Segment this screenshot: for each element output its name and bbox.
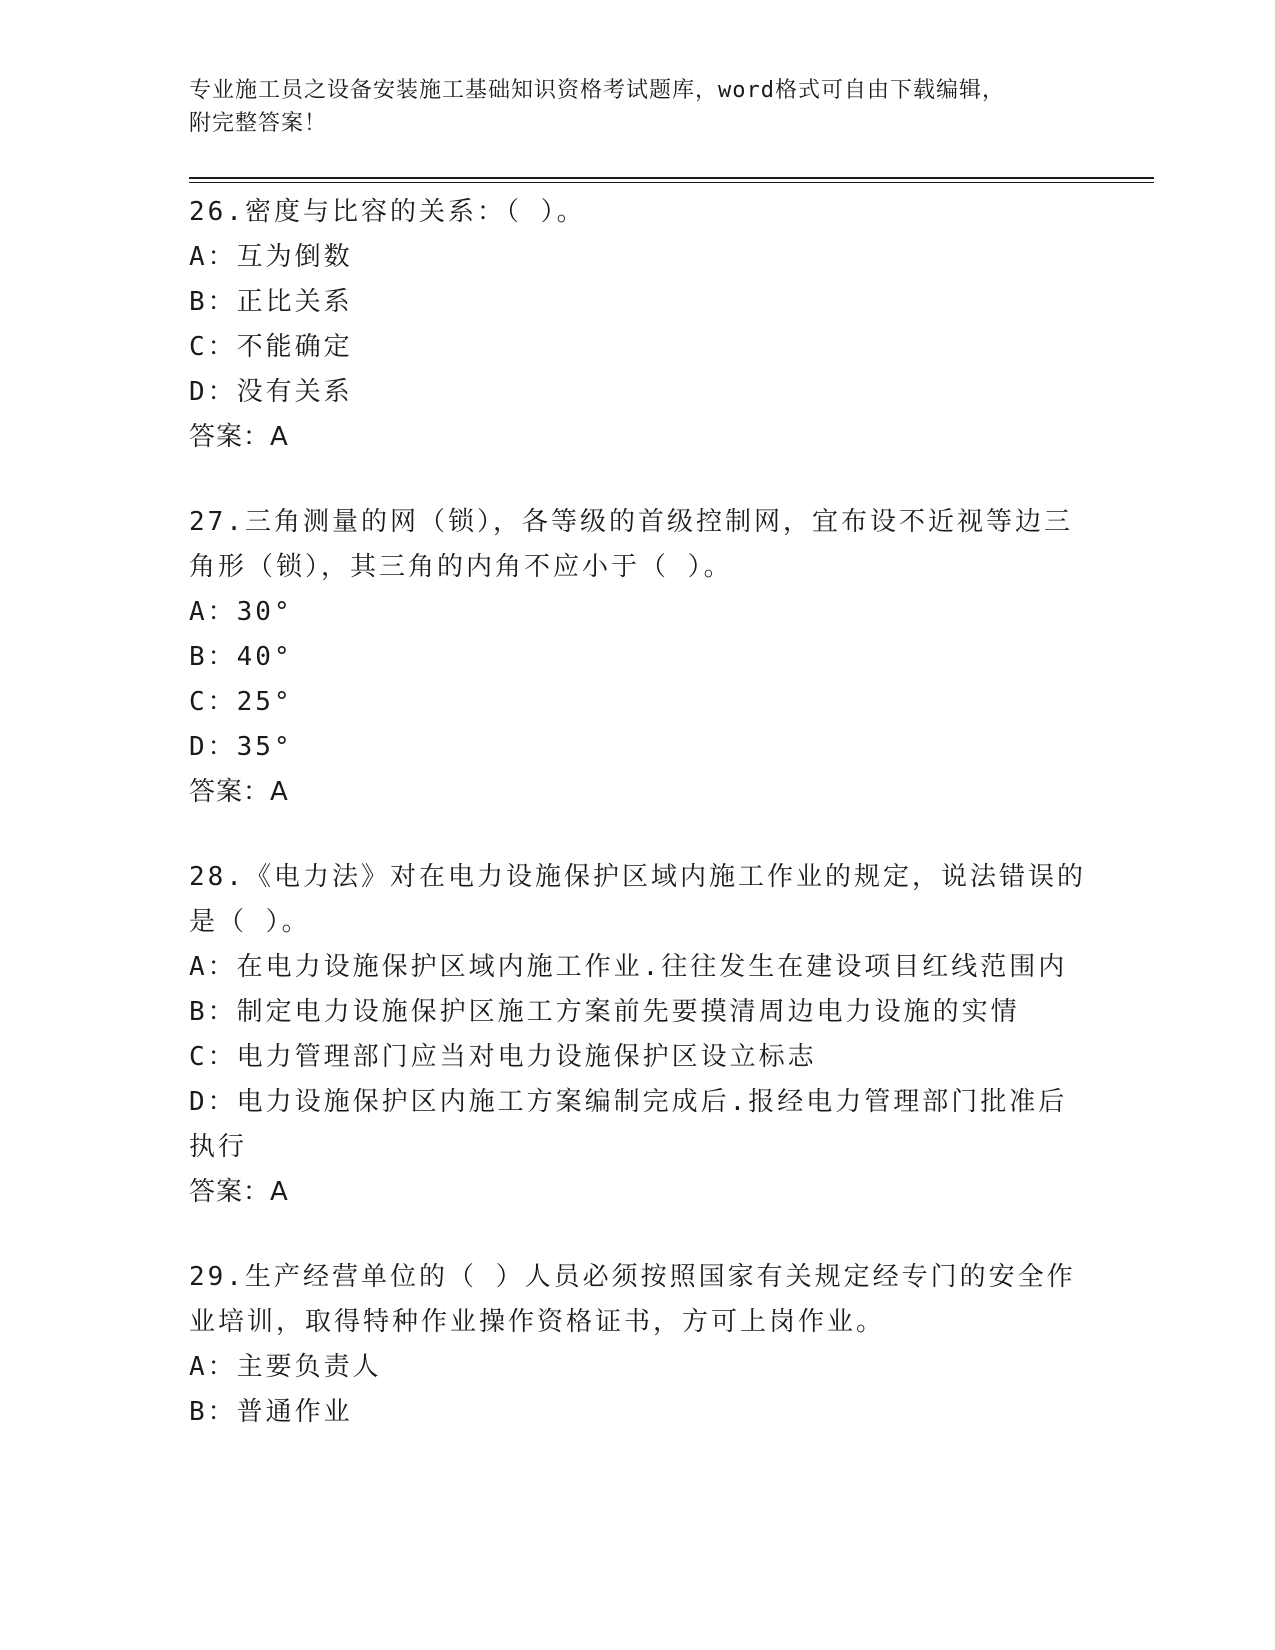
- question-stem-line-2: 角形（锁），其三角的内角不应小于（ ）。: [189, 552, 733, 582]
- option-letter: A：: [189, 952, 237, 982]
- option-b: [189, 1390, 1089, 1435]
- header-title-line-2: 附完整答案！: [189, 111, 328, 136]
- option-letter: A：: [189, 242, 237, 272]
- option-letter: B：: [189, 1397, 237, 1427]
- option-letter: C：: [189, 687, 237, 717]
- option-text: 电力设施保护区内施工方案编制完成后.报经电力管理部门批准后: [236, 1087, 1068, 1117]
- option-letter: D：: [189, 1087, 237, 1117]
- option-a: [189, 1345, 1089, 1390]
- question-stem-line-1: 28.《电力法》对在电力设施保护区域内施工作业的规定，说法错误的: [189, 862, 1086, 892]
- question-stem-line-1: 29.生产经营单位的（ ）人员必须按照国家有关规定经专门的安全作: [189, 1262, 1076, 1292]
- option-letter: C：: [189, 332, 237, 362]
- answer-line: 答案：A: [189, 1177, 289, 1207]
- option-d-continuation: 执行: [189, 1132, 248, 1162]
- option-text: 在电力设施保护区域内施工作业.往往发生在建设项目红线范围内: [236, 952, 1068, 982]
- option-d: [189, 725, 1089, 770]
- answer-line: 答案：A: [189, 777, 289, 807]
- question-27: [189, 500, 1089, 815]
- option-text: 制定电力设施保护区施工方案前先要摸清周边电力设施的实情: [236, 997, 1020, 1027]
- option-a: [189, 945, 1089, 990]
- option-letter: B：: [189, 287, 237, 317]
- option-c: [189, 1035, 1089, 1080]
- option-text: 电力管理部门应当对电力设施保护区设立标志: [236, 1042, 817, 1072]
- header-divider-thick: [189, 177, 1154, 179]
- question-28: [189, 855, 1089, 1215]
- option-text: 主要负责人: [236, 1352, 382, 1382]
- option-letter: A：: [189, 1352, 237, 1382]
- option-letter: D：: [189, 732, 237, 762]
- option-letter: B：: [189, 642, 237, 672]
- question-stem-line-2: 业培训，取得特种作业操作资格证书，方可上岗作业。: [189, 1307, 886, 1337]
- option-a: [189, 235, 1089, 280]
- option-text: 没有关系: [236, 377, 353, 407]
- answer-line: 答案：A: [189, 422, 289, 452]
- question-26: [189, 190, 1089, 460]
- option-b: [189, 990, 1089, 1035]
- header-title-line-1: 专业施工员之设备安装施工基础知识资格考试题库，word格式可自由下载编辑，: [189, 78, 1005, 103]
- option-b: [189, 280, 1089, 325]
- option-c: [189, 680, 1089, 725]
- question-29: [189, 1255, 1089, 1435]
- option-text: 互为倒数: [236, 242, 353, 272]
- question-list: [189, 190, 1089, 1475]
- option-text: 40°: [236, 642, 293, 672]
- option-d: [189, 370, 1089, 415]
- question-stem-line-1: 27.三角测量的网（锁），各等级的首级控制网，宜布设不近视等边三: [189, 507, 1073, 537]
- option-text: 30°: [236, 597, 293, 627]
- option-letter: D：: [189, 377, 237, 407]
- option-a: [189, 590, 1089, 635]
- option-c: [189, 325, 1089, 370]
- option-text: 普通作业: [236, 1397, 353, 1427]
- option-text: 35°: [236, 732, 293, 762]
- option-letter: C：: [189, 1042, 237, 1072]
- option-letter: A：: [189, 597, 237, 627]
- header-divider-thin: [189, 182, 1154, 183]
- option-d: [189, 1080, 1089, 1125]
- document-header: [189, 74, 1089, 140]
- option-b: [189, 635, 1089, 680]
- option-text: 不能确定: [236, 332, 353, 362]
- question-stem: 26.密度与比容的关系：（ ）。: [189, 197, 586, 227]
- option-text: 25°: [236, 687, 293, 717]
- question-stem-line-2: 是（ ）。: [189, 907, 311, 937]
- option-letter: B：: [189, 997, 237, 1027]
- option-text: 正比关系: [236, 287, 353, 317]
